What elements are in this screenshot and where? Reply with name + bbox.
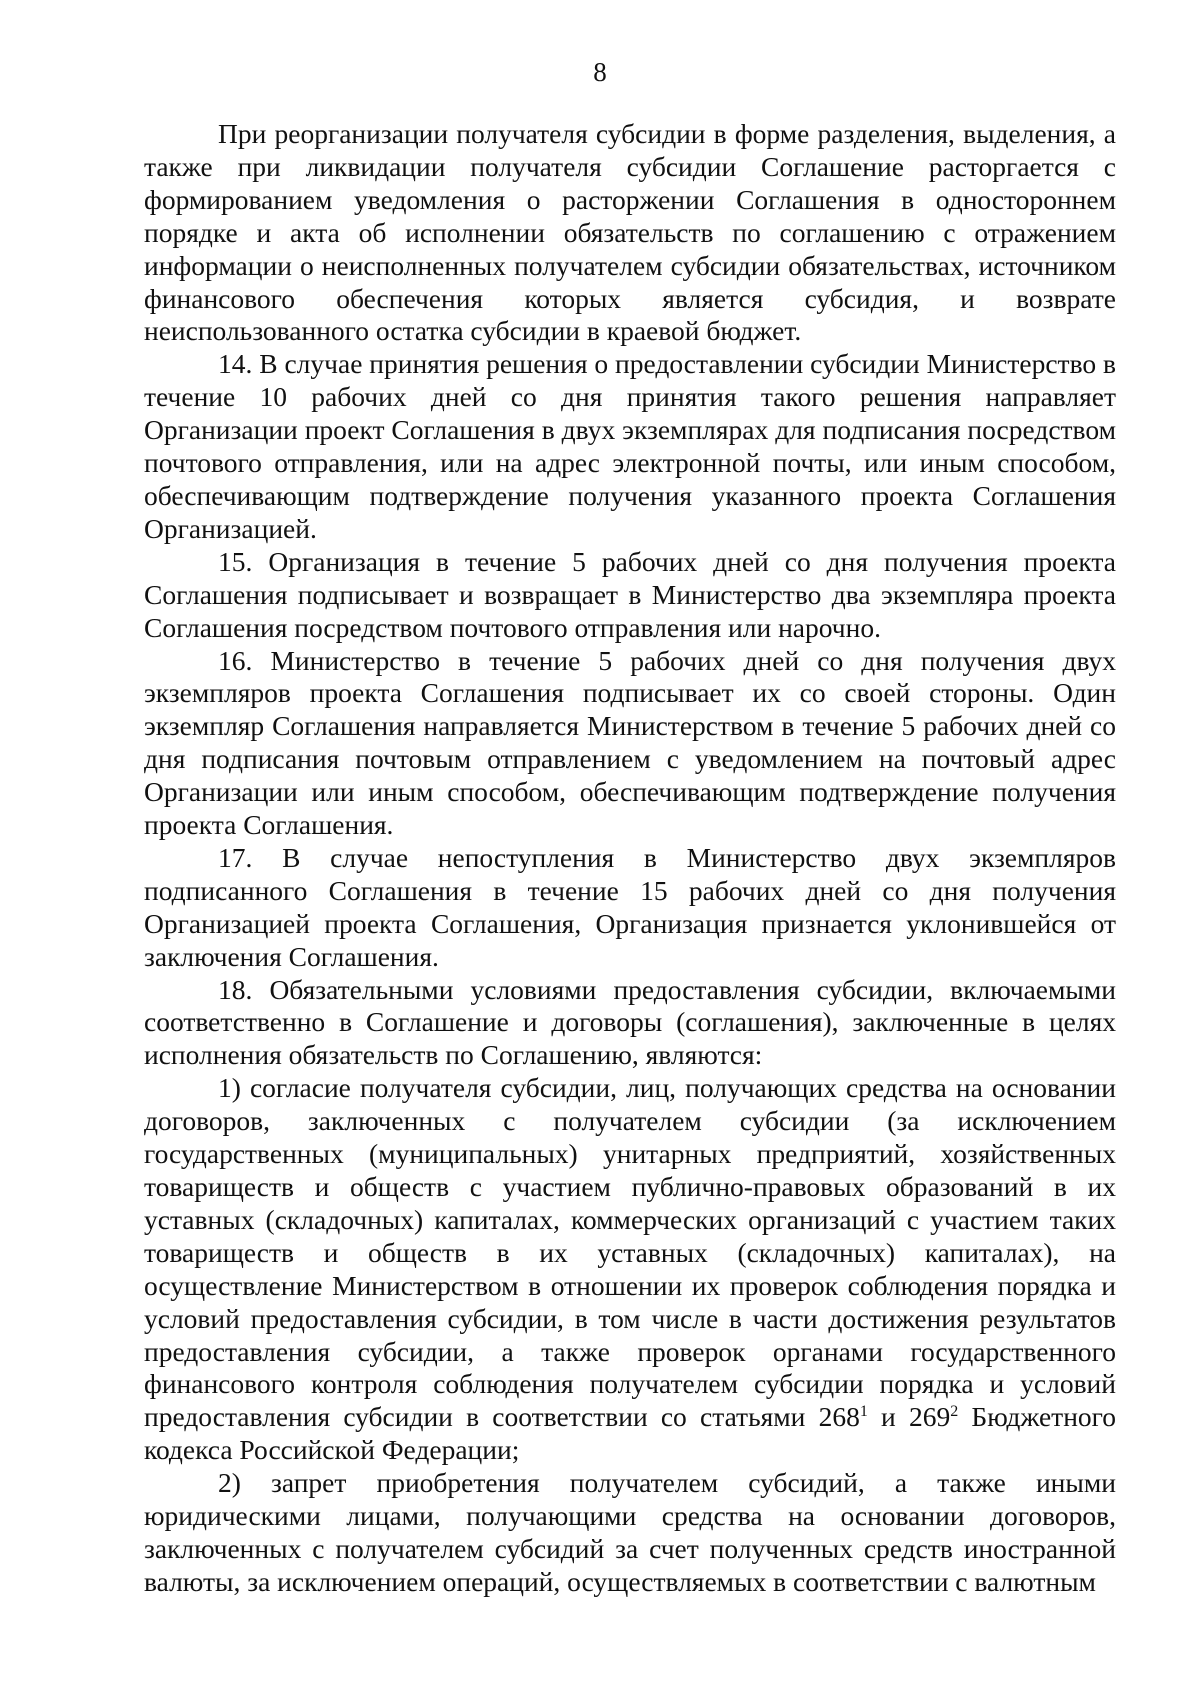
item-1-middle: и 269: [867, 1401, 951, 1433]
paragraph-item-1: [144, 1072, 1116, 1467]
item-1-text: 1) согласие получателя субсидии, лиц, получающих средства на основании договоров, заключенных с получателем субсидии (за исключением государственных (муниципальных) унитарных предприятий, хозяйственных товариществ и обществ с участием публично-правовых образований в их уставных (складочных) капиталах, коммерческих организаций с участием таких товариществ и обществ в их уставных (складочных) капиталах), на осуществление Министерством в отношении их проверок соблюдения порядка и условий предоставления субсидии, в том числе в части достижения результатов предоставления субсидии, а также проверок органами государственного финансового контроля соблюдения получателем субсидии порядка и условий предоставления субсидии в соответствии со статьями 268: [144, 1072, 1116, 1433]
page-number: 8: [593, 57, 607, 87]
paragraph-17: 17. В случае непоступления в Министерство двух экземпляров подписанного Соглашения в течение 15 рабочих дней со дня получения Организацией проекта Соглашения, Организация признается уклонившейся от заключения Соглашения.: [144, 841, 1116, 972]
superscript-2: 2: [950, 1403, 959, 1421]
paragraph-item-2: 2) запрет приобретения получателем субсидий, а также иными юридическими лицами, получающими средства на основании договоров, заключенных с получателем субсидий за счет полученных средств иностранной валюты, за исключением операций, осуществляемых в соответствии с валютным: [144, 1467, 1116, 1597]
superscript-1: 1: [859, 1403, 868, 1421]
paragraph-15: 15. Организация в течение 5 рабочих дней со дня получения проекта Соглашения подписывает и возвращает в Министерство два экземпляра проекта Соглашения посредством почтового отправления или нарочно.: [144, 545, 1116, 643]
paragraph-18: 18. Обязательными условиями предоставления субсидии, включаемыми соответственно в Соглашение и договоры (соглашения), заключенные в целях исполнения обязательств по Соглашению, являются:: [144, 973, 1116, 1071]
paragraph-16: 16. Министерство в течение 5 рабочих дней со дня получения двух экземпляров проекта Соглашения подписывает их со своей стороны. Один экземпляр Соглашения направляется Министерством в течение 5 рабочих дней со дня подписания почтовым отправлением с уведомлением на почтовый адрес Организации или иным способом, обеспечивающим подтверждение получения проекта Соглашения.: [144, 644, 1116, 841]
document-body: [144, 118, 1116, 1599]
paragraph-reorganization: При реорганизации получателя субсидии в форме разделения, выделения, а также при ликвидации получателя субсидии Соглашение расторгается с формированием уведомления о расторжении Соглашения в одностороннем порядке и акта об исполнении обязательств по соглашению с отражением информации о неисполненных получателем субсидии обязательствах, источником финансового обеспечения которых является субсидия, и возврате неиспользованного остатка субсидии в краевой бюджет.: [144, 118, 1116, 347]
paragraph-14: 14. В случае принятия решения о предоставлении субсидии Министерство в течение 10 рабочих дней со дня принятия такого решения направляет Организации проект Соглашения в двух экземплярах для подписания посредством почтового отправления, или на адрес электронной почты, или иным способом, обеспечивающим подтверждение получения указанного проекта Соглашения Организацией.: [144, 348, 1116, 544]
item-1-end: Бюджетного кодекса Российской Федерации;: [144, 1401, 1117, 1466]
